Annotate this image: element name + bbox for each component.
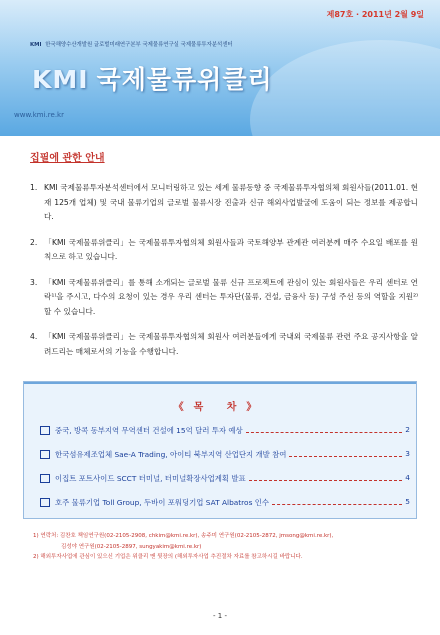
guide-list: [30, 181, 418, 370]
toc-title: 《목 차》: [173, 402, 267, 413]
checkbox-square-icon: [40, 426, 50, 435]
guide-item: [30, 236, 418, 265]
footnote-line: 1) 연락처: 김찬호 책임연구원(02-2105-2908, chkim@kmi.re.kr), 송주미 연구원(02-2105-2872, jmsong@kmi.re.kr),: [33, 533, 334, 539]
org-logo-text: KMI: [30, 42, 42, 48]
toc-entry[interactable]: [40, 425, 410, 436]
item-number: 4.: [30, 332, 38, 341]
toc-entry-title: 이집트 포트사이드 SCCT 터미널, 터미널확장사업계획 발표: [55, 474, 246, 483]
footnote-line: 김성야 연구원(02-2105-2897, sungyakim@kmi.re.kr): [61, 543, 202, 550]
guide-item: [30, 330, 418, 359]
organization-line: [30, 40, 233, 48]
item-text: KMI 국제물류투자분석센터에서 모니터링하고 있는 세계 물류동향 중 국제물류투자협의체 회원사들(2011.01. 현재 125개 업체) 및 국내 물류기업의 글로벌 물류시장 진출과 신규 해외사업발굴에 도움이 되는 정보를 제공합니다.: [44, 183, 418, 221]
header-banner: [0, 0, 440, 136]
item-number: 1.: [30, 183, 38, 192]
page-number: - 1 -: [213, 612, 227, 620]
toc-entry-title: 중국, 방콕 동부지역 무역센터 건설에 15억 달러 투자 예상: [55, 426, 243, 435]
footnotes: [33, 531, 413, 563]
toc-entry[interactable]: [40, 449, 410, 460]
table-of-contents: [23, 381, 417, 519]
item-text: 「KMI 국제물류위클리」는 국제물류투자협의체 회원사들과 국토해양부 관계관 여러분께 매주 수요일 배포를 원칙으로 하고 있습니다.: [44, 237, 418, 261]
organization-name: 한국해양수산개발원 글로벌미래연구본부 국제물류연구실 국제물류투자분석센터: [45, 42, 233, 48]
item-number: 2.: [30, 237, 38, 247]
item-text: 「KMI 국제물류위클리」는 국제물류투자협의체 회원사 여러분들에게 국내외 국제물류 관련 주요 공지사항을 알려드리는 매체로서의 기능을 수행합니다.: [44, 332, 418, 356]
guide-item: [30, 276, 418, 320]
toc-entry-page: 4: [405, 473, 410, 482]
checkbox-square-icon: [40, 474, 50, 483]
toc-entry-page: 2: [405, 425, 410, 434]
logo-title: 국제물류위클리: [96, 65, 273, 94]
toc-entry-page: 5: [405, 497, 410, 506]
toc-top-bar: [24, 382, 416, 384]
leader-dots: [289, 449, 402, 457]
newsletter-logo: [32, 60, 273, 96]
toc-entry[interactable]: [40, 497, 410, 508]
footnote-line: 2) 해외투자사업에 관심이 있으신 기업은 위클리 맨 뒷장의 (해외투자사업 추진절차 자료를 참고하시길 바랍니다.: [33, 554, 303, 560]
guide-item: [30, 181, 418, 225]
checkbox-square-icon: [40, 498, 50, 507]
leader-dots: [272, 497, 402, 505]
website-url[interactable]: www.kmi.re.kr: [14, 111, 64, 119]
section-heading: 집필에 관한 안내: [30, 153, 105, 164]
toc-entry-page: 3: [405, 449, 410, 458]
leader-dots: [246, 425, 403, 433]
leader-dots: [249, 473, 403, 481]
logo-kmi: KMI: [32, 65, 89, 94]
checkbox-square-icon: [40, 450, 50, 459]
item-number: 3.: [30, 277, 38, 287]
toc-entry-title: 호주 물류기업 Toll Group, 두바이 포워딩기업 SAT Albatros 인수: [55, 498, 270, 507]
toc-entry-title: 한국섬유제조업체 Sae-A Trading, 아이티 북부지역 산업단지 개발 참여: [55, 450, 287, 459]
item-text: 「KMI 국제물류위클리」를 통해 소개되는 글로벌 물류 신규 프로젝트에 관심이 있는 회원사들은 우리 센터로 연락¹⁾을 주시고, 다수의 요청이 있는 경우 우리 센터는 투자단(물류, 건설, 금융사 등) 구성 주선 등의 역할을 지원²⁾할 수 있습니다.: [44, 277, 418, 316]
issue-date: 제87호 · 2011년 2월 9일: [326, 10, 424, 19]
toc-entry[interactable]: [40, 473, 410, 484]
